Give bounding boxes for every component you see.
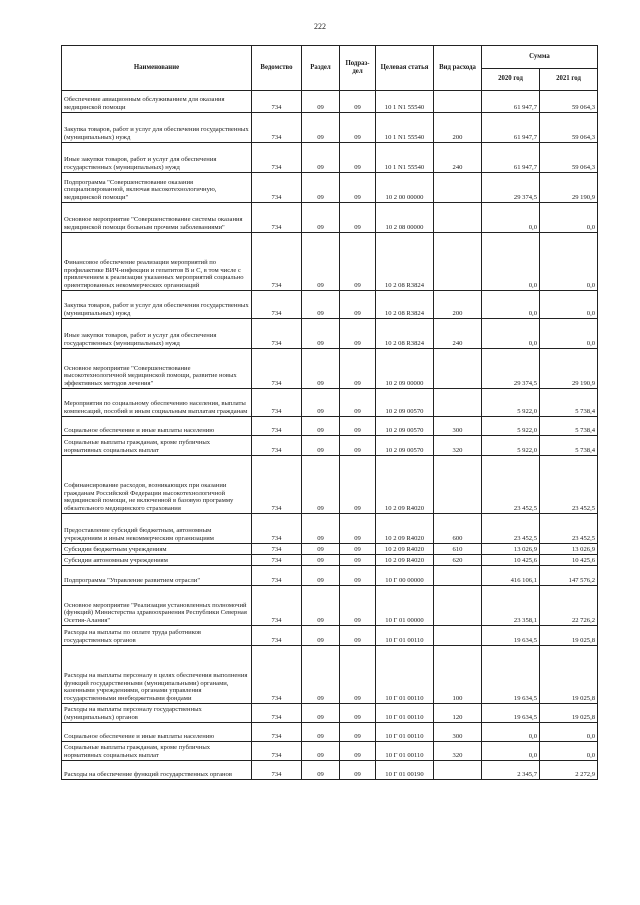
row-sum-2021: 0,0 bbox=[540, 723, 598, 742]
row-sum-2020: 23 452,5 bbox=[482, 514, 540, 544]
row-razdel: 09 bbox=[302, 389, 340, 417]
row-sum-2020: 61 947,7 bbox=[482, 113, 540, 143]
row-sum-2021: 5 738,4 bbox=[540, 436, 598, 456]
header-tselevaya: Целевая статья bbox=[376, 46, 434, 91]
row-vid: 100 bbox=[434, 646, 482, 704]
row-vid: 240 bbox=[434, 319, 482, 349]
row-razdel: 09 bbox=[302, 761, 340, 780]
row-tselevaya: 10 2 09 R4020 bbox=[376, 514, 434, 544]
row-sum-2021: 0,0 bbox=[540, 203, 598, 233]
row-name: Мероприятия по социальному обеспечению населения, выплаты компенсаций, пособий и иным социальным выплатам гражданам bbox=[62, 389, 252, 417]
row-sum-2020: 0,0 bbox=[482, 742, 540, 761]
row-sum-2021: 59 064,3 bbox=[540, 113, 598, 143]
row-sum-2021: 19 025,8 bbox=[540, 704, 598, 723]
row-sum-2021: 13 026,9 bbox=[540, 544, 598, 555]
table-row bbox=[62, 389, 598, 417]
row-razdel: 09 bbox=[302, 626, 340, 646]
row-sum-2021: 0,0 bbox=[540, 291, 598, 319]
row-name: Подпрограмма "Управление развитием отрасли" bbox=[62, 566, 252, 586]
row-name: Расходы на выплаты персоналу в целях обеспечения выполнения функций государственными (муниципальными) органами, казенными учреждениями, органами управления государственными внебюджетными фондами bbox=[62, 646, 252, 704]
row-tselevaya: 10 Г 01 00110 bbox=[376, 742, 434, 761]
row-podrazdel: 09 bbox=[340, 514, 376, 544]
row-name: Расходы на обеспечение функций государственных органов bbox=[62, 761, 252, 780]
table-row bbox=[62, 349, 598, 389]
row-razdel: 09 bbox=[302, 113, 340, 143]
row-name: Закупка товаров, работ и услуг для обеспечения государственных (муниципальных) нужд bbox=[62, 291, 252, 319]
row-razdel: 09 bbox=[302, 742, 340, 761]
row-podrazdel: 09 bbox=[340, 417, 376, 436]
row-vid bbox=[434, 389, 482, 417]
row-vedomstvo: 734 bbox=[252, 646, 302, 704]
header-name: Наименование bbox=[62, 46, 252, 91]
row-sum-2020: 0,0 bbox=[482, 291, 540, 319]
row-sum-2020: 29 374,5 bbox=[482, 173, 540, 203]
table-row bbox=[62, 143, 598, 173]
row-sum-2021: 0,0 bbox=[540, 742, 598, 761]
row-sum-2020: 61 947,7 bbox=[482, 143, 540, 173]
row-sum-2020: 0,0 bbox=[482, 319, 540, 349]
row-podrazdel: 09 bbox=[340, 389, 376, 417]
row-sum-2021: 0,0 bbox=[540, 319, 598, 349]
row-sum-2020: 0,0 bbox=[482, 233, 540, 291]
table-row bbox=[62, 742, 598, 761]
row-tselevaya: 10 Г 01 00190 bbox=[376, 761, 434, 780]
row-razdel: 09 bbox=[302, 203, 340, 233]
row-podrazdel: 09 bbox=[340, 586, 376, 626]
row-vedomstvo: 734 bbox=[252, 555, 302, 566]
row-podrazdel: 09 bbox=[340, 349, 376, 389]
row-tselevaya: 10 Г 01 00110 bbox=[376, 646, 434, 704]
row-vedomstvo: 734 bbox=[252, 566, 302, 586]
row-name: Субсидии бюджетным учреждениям bbox=[62, 544, 252, 555]
row-vedomstvo: 734 bbox=[252, 514, 302, 544]
row-vedomstvo: 734 bbox=[252, 173, 302, 203]
table-row bbox=[62, 555, 598, 566]
header-vid: Вид расхода bbox=[434, 46, 482, 91]
row-podrazdel: 09 bbox=[340, 761, 376, 780]
row-podrazdel: 09 bbox=[340, 723, 376, 742]
row-name: Расходы на выплаты по оплате труда работников государственных органов bbox=[62, 626, 252, 646]
table-row bbox=[62, 723, 598, 742]
row-sum-2021: 23 452,5 bbox=[540, 456, 598, 514]
row-name: Основное мероприятие "Реализация установленных полномочий (функций) Министерства здравоохранения Республики Северная Осетия-Алания" bbox=[62, 586, 252, 626]
row-razdel: 09 bbox=[302, 723, 340, 742]
table-row bbox=[62, 436, 598, 456]
table-row bbox=[62, 173, 598, 203]
row-tselevaya: 10 2 09 R4020 bbox=[376, 544, 434, 555]
row-sum-2021: 29 190,9 bbox=[540, 349, 598, 389]
row-podrazdel: 09 bbox=[340, 436, 376, 456]
table-body bbox=[62, 91, 598, 780]
table-row bbox=[62, 417, 598, 436]
row-podrazdel: 09 bbox=[340, 704, 376, 723]
row-name: Основное мероприятие "Совершенствование системы оказания медицинской помощи больным прочими заболеваниями" bbox=[62, 203, 252, 233]
row-vid bbox=[434, 349, 482, 389]
row-vid bbox=[434, 626, 482, 646]
row-vedomstvo: 734 bbox=[252, 626, 302, 646]
row-vedomstvo: 734 bbox=[252, 349, 302, 389]
row-sum-2021: 147 576,2 bbox=[540, 566, 598, 586]
row-name: Софинансирование расходов, возникающих при оказании гражданам Российской Федерации высокотехнологичной медицинской помощи, не включенной в базовую программу обязательного медицинского страхования bbox=[62, 456, 252, 514]
row-tselevaya: 10 2 09 00570 bbox=[376, 436, 434, 456]
table-row bbox=[62, 514, 598, 544]
row-name: Расходы на выплаты персоналу государственных (муниципальных) органов bbox=[62, 704, 252, 723]
row-sum-2020: 23 452,5 bbox=[482, 456, 540, 514]
row-vedomstvo: 734 bbox=[252, 291, 302, 319]
header-year-2020: 2020 год bbox=[482, 69, 540, 91]
row-vid: 600 bbox=[434, 514, 482, 544]
row-podrazdel: 09 bbox=[340, 233, 376, 291]
row-razdel: 09 bbox=[302, 349, 340, 389]
row-tselevaya: 10 1 N1 55540 bbox=[376, 113, 434, 143]
row-podrazdel: 09 bbox=[340, 646, 376, 704]
row-podrazdel: 09 bbox=[340, 566, 376, 586]
row-vedomstvo: 734 bbox=[252, 417, 302, 436]
row-sum-2020: 10 425,6 bbox=[482, 555, 540, 566]
row-tselevaya: 10 1 N1 55540 bbox=[376, 91, 434, 113]
row-vid: 610 bbox=[434, 544, 482, 555]
row-vid bbox=[434, 456, 482, 514]
table-row bbox=[62, 319, 598, 349]
row-name: Закупка товаров, работ и услуг для обеспечения государственных (муниципальных) нужд bbox=[62, 113, 252, 143]
row-name: Подпрограмма "Совершенствование оказания специализированной, включая высокотехнологичную, медицинской помощи" bbox=[62, 173, 252, 203]
table-row bbox=[62, 291, 598, 319]
row-sum-2020: 19 634,5 bbox=[482, 646, 540, 704]
row-podrazdel: 09 bbox=[340, 555, 376, 566]
table-row bbox=[62, 113, 598, 143]
header-year-2021: 2021 год bbox=[540, 69, 598, 91]
row-vedomstvo: 734 bbox=[252, 91, 302, 113]
row-podrazdel: 09 bbox=[340, 203, 376, 233]
row-vid bbox=[434, 91, 482, 113]
row-podrazdel: 09 bbox=[340, 113, 376, 143]
row-razdel: 09 bbox=[302, 704, 340, 723]
row-razdel: 09 bbox=[302, 555, 340, 566]
row-tselevaya: 10 2 09 00570 bbox=[376, 389, 434, 417]
table-header bbox=[62, 46, 598, 91]
row-vid: 320 bbox=[434, 742, 482, 761]
row-vedomstvo: 734 bbox=[252, 586, 302, 626]
row-razdel: 09 bbox=[302, 233, 340, 291]
row-razdel: 09 bbox=[302, 544, 340, 555]
row-name: Основное мероприятие "Совершенствование высокотехнологичной медицинской помощи, развитие новых эффективных методов лечения" bbox=[62, 349, 252, 389]
row-razdel: 09 bbox=[302, 91, 340, 113]
table-row bbox=[62, 203, 598, 233]
row-name: Предоставление субсидий бюджетным, автономным учреждениям и иным некоммерческим организациям bbox=[62, 514, 252, 544]
row-sum-2020: 29 374,5 bbox=[482, 349, 540, 389]
page-number: 222 bbox=[314, 22, 326, 31]
row-vid bbox=[434, 761, 482, 780]
row-vedomstvo: 734 bbox=[252, 233, 302, 291]
row-name: Субсидии автономным учреждениям bbox=[62, 555, 252, 566]
table-row bbox=[62, 91, 598, 113]
row-sum-2020: 416 106,1 bbox=[482, 566, 540, 586]
row-tselevaya: 10 2 09 R4020 bbox=[376, 456, 434, 514]
row-sum-2020: 0,0 bbox=[482, 203, 540, 233]
row-podrazdel: 09 bbox=[340, 319, 376, 349]
row-podrazdel: 09 bbox=[340, 91, 376, 113]
row-sum-2020: 13 026,9 bbox=[482, 544, 540, 555]
row-razdel: 09 bbox=[302, 456, 340, 514]
row-tselevaya: 10 2 00 00000 bbox=[376, 173, 434, 203]
row-tselevaya: 10 2 08 R3824 bbox=[376, 291, 434, 319]
table-row bbox=[62, 456, 598, 514]
table-row bbox=[62, 761, 598, 780]
row-sum-2020: 5 922,0 bbox=[482, 417, 540, 436]
row-tselevaya: 10 Г 01 00110 bbox=[376, 723, 434, 742]
row-vid bbox=[434, 203, 482, 233]
row-sum-2021: 5 738,4 bbox=[540, 417, 598, 436]
row-razdel: 09 bbox=[302, 173, 340, 203]
row-tselevaya: 10 2 09 00570 bbox=[376, 417, 434, 436]
row-vedomstvo: 734 bbox=[252, 456, 302, 514]
row-vedomstvo: 734 bbox=[252, 203, 302, 233]
row-vid: 300 bbox=[434, 723, 482, 742]
row-podrazdel: 09 bbox=[340, 626, 376, 646]
row-podrazdel: 09 bbox=[340, 544, 376, 555]
row-vedomstvo: 734 bbox=[252, 742, 302, 761]
row-vid bbox=[434, 566, 482, 586]
row-vedomstvo: 734 bbox=[252, 704, 302, 723]
row-razdel: 09 bbox=[302, 646, 340, 704]
row-sum-2020: 0,0 bbox=[482, 723, 540, 742]
row-vid: 120 bbox=[434, 704, 482, 723]
row-name: Иные закупки товаров, работ и услуг для обеспечения государственных (муниципальных) нужд bbox=[62, 319, 252, 349]
row-name: Социальные выплаты гражданам, кроме публичных нормативных социальных выплат bbox=[62, 742, 252, 761]
row-razdel: 09 bbox=[302, 417, 340, 436]
row-vedomstvo: 734 bbox=[252, 544, 302, 555]
row-sum-2021: 59 064,3 bbox=[540, 143, 598, 173]
row-tselevaya: 10 2 09 00000 bbox=[376, 349, 434, 389]
table-row bbox=[62, 544, 598, 555]
row-vid bbox=[434, 173, 482, 203]
row-podrazdel: 09 bbox=[340, 143, 376, 173]
row-vid: 300 bbox=[434, 417, 482, 436]
row-razdel: 09 bbox=[302, 566, 340, 586]
row-razdel: 09 bbox=[302, 319, 340, 349]
table-row bbox=[62, 566, 598, 586]
row-sum-2021: 19 025,8 bbox=[540, 646, 598, 704]
row-sum-2021: 59 064,3 bbox=[540, 91, 598, 113]
row-tselevaya: 10 Г 01 00000 bbox=[376, 586, 434, 626]
table-row bbox=[62, 704, 598, 723]
row-sum-2021: 22 726,2 bbox=[540, 586, 598, 626]
row-podrazdel: 09 bbox=[340, 456, 376, 514]
row-name: Социальные выплаты гражданам, кроме публичных нормативных социальных выплат bbox=[62, 436, 252, 456]
row-vid: 620 bbox=[434, 555, 482, 566]
row-tselevaya: 10 2 08 R3824 bbox=[376, 319, 434, 349]
header-razdel: Раздел bbox=[302, 46, 340, 91]
row-vedomstvo: 734 bbox=[252, 761, 302, 780]
row-name: Обеспечение авиационным обслуживанием для оказания медицинской помощи bbox=[62, 91, 252, 113]
row-name: Социальное обеспечение и иные выплаты населению bbox=[62, 723, 252, 742]
row-sum-2021: 0,0 bbox=[540, 233, 598, 291]
budget-table bbox=[61, 45, 598, 780]
row-vid bbox=[434, 233, 482, 291]
row-tselevaya: 10 Г 01 00110 bbox=[376, 626, 434, 646]
row-tselevaya: 10 2 08 00000 bbox=[376, 203, 434, 233]
header-summa: Сумма bbox=[482, 46, 598, 69]
row-sum-2020: 5 922,0 bbox=[482, 389, 540, 417]
row-name: Иные закупки товаров, работ и услуг для обеспечения государственных (муниципальных) нужд bbox=[62, 143, 252, 173]
row-sum-2021: 29 190,9 bbox=[540, 173, 598, 203]
row-sum-2020: 5 922,0 bbox=[482, 436, 540, 456]
row-tselevaya: 10 2 09 R4020 bbox=[376, 555, 434, 566]
header-vedomstvo: Ведомство bbox=[252, 46, 302, 91]
row-sum-2021: 10 425,6 bbox=[540, 555, 598, 566]
row-sum-2020: 19 634,5 bbox=[482, 704, 540, 723]
row-vedomstvo: 734 bbox=[252, 389, 302, 417]
row-podrazdel: 09 bbox=[340, 742, 376, 761]
row-tselevaya: 10 1 N1 55540 bbox=[376, 143, 434, 173]
row-razdel: 09 bbox=[302, 291, 340, 319]
row-vedomstvo: 734 bbox=[252, 723, 302, 742]
row-vid: 240 bbox=[434, 143, 482, 173]
row-vid: 200 bbox=[434, 113, 482, 143]
header-podrazdel: Подраз-дел bbox=[340, 46, 376, 91]
row-sum-2021: 2 272,9 bbox=[540, 761, 598, 780]
row-sum-2020: 19 634,5 bbox=[482, 626, 540, 646]
row-tselevaya: 10 Г 00 00000 bbox=[376, 566, 434, 586]
row-razdel: 09 bbox=[302, 436, 340, 456]
row-vid: 320 bbox=[434, 436, 482, 456]
row-vid: 200 bbox=[434, 291, 482, 319]
row-razdel: 09 bbox=[302, 143, 340, 173]
row-sum-2020: 61 947,7 bbox=[482, 91, 540, 113]
row-name: Финансовое обеспечение реализации мероприятий по профилактике ВИЧ-инфекции и гепатитов В и С, в том числе с привлечением к реализации указанных мероприятий социально ориентированных некоммерческих организаций bbox=[62, 233, 252, 291]
row-vedomstvo: 734 bbox=[252, 113, 302, 143]
row-razdel: 09 bbox=[302, 586, 340, 626]
row-tselevaya: 10 Г 01 00110 bbox=[376, 704, 434, 723]
table-row bbox=[62, 233, 598, 291]
row-name: Социальное обеспечение и иные выплаты населению bbox=[62, 417, 252, 436]
row-vedomstvo: 734 bbox=[252, 143, 302, 173]
row-sum-2021: 19 025,8 bbox=[540, 626, 598, 646]
row-vedomstvo: 734 bbox=[252, 319, 302, 349]
row-sum-2020: 23 358,1 bbox=[482, 586, 540, 626]
row-sum-2021: 5 738,4 bbox=[540, 389, 598, 417]
row-sum-2021: 23 452,5 bbox=[540, 514, 598, 544]
row-vedomstvo: 734 bbox=[252, 436, 302, 456]
row-tselevaya: 10 2 08 R3824 bbox=[376, 233, 434, 291]
table-row bbox=[62, 626, 598, 646]
table-row bbox=[62, 586, 598, 626]
row-razdel: 09 bbox=[302, 514, 340, 544]
row-sum-2020: 2 345,7 bbox=[482, 761, 540, 780]
row-podrazdel: 09 bbox=[340, 173, 376, 203]
row-vid bbox=[434, 586, 482, 626]
row-podrazdel: 09 bbox=[340, 291, 376, 319]
table-row bbox=[62, 646, 598, 704]
